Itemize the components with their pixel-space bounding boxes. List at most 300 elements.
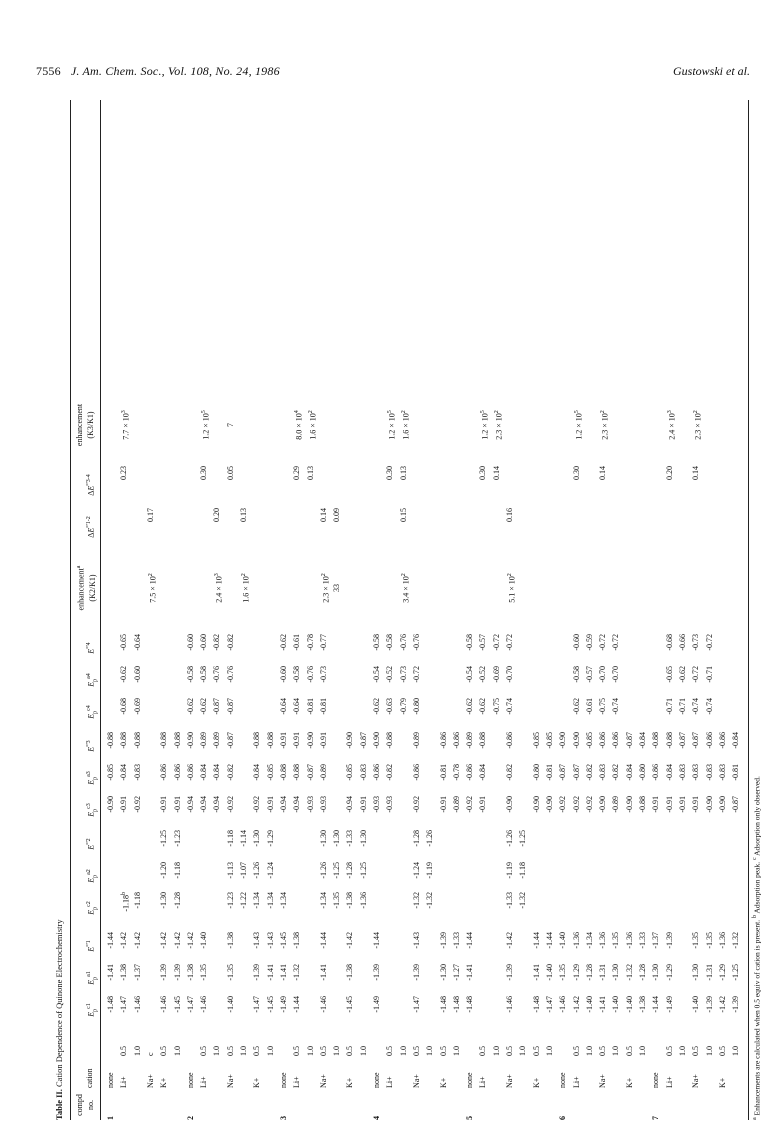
- table-cell: -0.71: [664, 698, 674, 715]
- table-cell: -1.42: [132, 932, 142, 949]
- table-cell: 0.5: [478, 1046, 488, 1056]
- table-cell: -0.54: [372, 666, 381, 683]
- table-cell: -1.44: [292, 996, 302, 1013]
- table-cell: -0.82: [584, 764, 594, 781]
- table-cell: -0.92: [584, 796, 594, 813]
- table-cell: -1.39: [731, 996, 741, 1013]
- table-cell: -1.40: [199, 932, 209, 949]
- column-header: enhancement (K3/K1): [75, 403, 95, 447]
- table-cell: -0.94: [185, 796, 195, 813]
- column-header: $E^{^\circ'3}$: [86, 740, 96, 752]
- table-cell: -1.42: [185, 932, 195, 949]
- table-cell: -1.35: [225, 964, 235, 981]
- table-cell: -1.47: [185, 996, 195, 1013]
- table-cell: -1.47: [252, 996, 262, 1013]
- table-cell: c: [145, 1052, 155, 1056]
- cation-cell: none: [372, 1072, 381, 1088]
- table-cell: -1.34: [252, 892, 262, 909]
- table-cell: -1.36: [358, 892, 368, 909]
- table-cell: 0.5: [225, 1046, 235, 1056]
- table-cell: -0.78: [305, 634, 315, 651]
- table-cell: 1.0: [398, 1046, 408, 1056]
- column-header: $E_p^{a1}$: [86, 971, 99, 985]
- table-cell: $7.5 \times 10^2$: [147, 573, 158, 603]
- table-cell: -1.40: [558, 932, 568, 949]
- table-cell: 0.5: [292, 1046, 302, 1056]
- table-cell: -1.26: [252, 862, 262, 879]
- table-cell: -0.88: [638, 796, 647, 813]
- table-cell: -1.39: [664, 932, 674, 949]
- table-cell: -1.35: [611, 932, 621, 949]
- table-cell: 1.0: [677, 1046, 687, 1056]
- table-cell: -0.91: [318, 732, 328, 749]
- column-header: $\Delta E^{^\circ'1-2}$: [86, 516, 96, 538]
- table-cell: -0.94: [199, 796, 209, 813]
- column-header: cation: [85, 1068, 94, 1088]
- table-cell: -0.81: [731, 764, 741, 781]
- table-cell: -1.44: [651, 996, 661, 1013]
- table-label: Table II.: [54, 1089, 64, 1120]
- table-cell: 0.15: [398, 508, 408, 522]
- table-cell: -0.65: [664, 666, 674, 683]
- table-cell: -0.86: [185, 764, 195, 781]
- table-cell: 0.5: [531, 1046, 541, 1056]
- table-cell: -1.25: [518, 830, 528, 847]
- cation-cell: K+: [252, 1077, 262, 1088]
- table-cell: -0.84: [199, 764, 209, 781]
- table-cell: 1.0: [704, 1046, 714, 1056]
- table-cell: -1.29: [265, 830, 275, 847]
- table-cell: -0.90: [598, 796, 608, 813]
- column-header: $E_p^{c2}$: [86, 901, 99, 915]
- cation-cell: Li+: [119, 1076, 129, 1088]
- table-cell: -0.60: [571, 634, 581, 651]
- compound-number: 2: [185, 1116, 195, 1120]
- table-cell: -1.30: [159, 892, 169, 909]
- compound-number: 7: [651, 1116, 661, 1120]
- table-cell: -0.88: [132, 732, 142, 749]
- table-cell: -1.30: [252, 830, 262, 847]
- table-cell: -1.33: [345, 830, 355, 847]
- table-cell: $2.3 \times 10^2$: [493, 410, 504, 440]
- table-cell: -1.39: [704, 996, 714, 1013]
- table-cell: -1.25: [159, 830, 169, 847]
- table-cell: 0.14: [318, 508, 328, 522]
- table-cell: 1.0: [358, 1046, 368, 1056]
- table-cell: -0.91: [664, 796, 674, 813]
- table-cell: -0.59: [584, 634, 594, 651]
- cation-cell: none: [651, 1072, 661, 1088]
- table-cell: -1.47: [411, 996, 421, 1013]
- table-cell: -0.84: [624, 764, 634, 781]
- table-cell: -1.40: [691, 996, 701, 1013]
- table-cell: -0.88: [172, 732, 182, 749]
- table-cell: -0.87: [225, 698, 235, 715]
- table-cell: -0.76: [305, 666, 315, 683]
- table-cell: -1.36: [598, 932, 608, 949]
- table-cell: -0.91: [651, 796, 661, 813]
- table-cell: -0.88: [119, 732, 129, 749]
- table-cell: -0.91: [438, 796, 448, 813]
- table-cell: -1.45: [265, 996, 275, 1013]
- table-cell: -0.91: [278, 732, 288, 749]
- bottom-rule: [748, 100, 749, 1120]
- running-header: [0, 64, 784, 84]
- table-cell: 0.20: [664, 466, 674, 480]
- table-cell: -1.31: [704, 964, 714, 981]
- table-cell: -0.90: [571, 732, 581, 749]
- table-cell: -1.37: [651, 932, 661, 949]
- table-cell: $1.2 \times 10^5$: [387, 410, 397, 440]
- table-cell: 0.5: [717, 1046, 727, 1056]
- table-cell: 0.05: [225, 466, 235, 480]
- table-cell: $1.6 \times 10^2$: [241, 573, 251, 603]
- table-cell: 0.14: [691, 466, 701, 480]
- table-cell: -0.90: [372, 732, 381, 749]
- table-cell: -1.26: [318, 862, 328, 879]
- cation-cell: Na+: [145, 1074, 155, 1088]
- table-cell: 1.0: [544, 1046, 554, 1056]
- table-cell: $2.4 \times 10^3$: [214, 573, 225, 603]
- table-cell: -1.30: [318, 830, 328, 847]
- table-cell: -1.49: [664, 996, 674, 1013]
- table-cell: -0.89: [411, 732, 421, 749]
- table-cell: -1.28: [172, 892, 182, 909]
- table-cell: -0.86: [717, 732, 727, 749]
- column-header: $E_p^{c1}$: [86, 1003, 99, 1017]
- table-cell: -0.90: [717, 796, 727, 813]
- table-cell: 1.0: [425, 1046, 435, 1056]
- compound-number: 6: [558, 1116, 568, 1120]
- table-cell: $1.6 \times 10^2$: [307, 410, 318, 440]
- table-cell: -0.75: [598, 698, 608, 715]
- table-cell: -1.42: [159, 932, 169, 949]
- table-cell: -1.42: [345, 932, 355, 949]
- journal-citation: [36, 64, 280, 79]
- table-cell: -0.86: [465, 764, 475, 781]
- table-cell: -0.90: [106, 796, 115, 813]
- table-cell: 33: [332, 584, 342, 592]
- table-cell: -1.18: [172, 862, 182, 879]
- table-cell: 0.16: [505, 508, 514, 522]
- table-cell: -0.83: [358, 764, 368, 781]
- table-cell: -1.38: [185, 964, 195, 981]
- table-cell: $2.3 \times 10^2$: [320, 573, 331, 603]
- compound-number: 4: [372, 1116, 381, 1120]
- table-cell: -0.91: [119, 796, 129, 813]
- table-cell: 0.17: [145, 508, 155, 522]
- table-cell: -0.73: [318, 666, 328, 683]
- table-cell: 1.0: [518, 1046, 528, 1056]
- table-cell: -0.58: [199, 666, 209, 683]
- table-cell: 1.0: [611, 1046, 621, 1056]
- table-cell: 0.23: [119, 466, 129, 480]
- table-cell: -0.87: [358, 732, 368, 749]
- table-cell: 0.30: [571, 466, 581, 480]
- table-cell: -0.86: [451, 732, 461, 749]
- table-caption: [54, 919, 64, 1120]
- table-cell: 0.30: [385, 466, 395, 480]
- table-cell: -0.72: [704, 634, 714, 651]
- table-cell: -1.38: [638, 996, 647, 1013]
- table-cell: -0.83: [677, 764, 687, 781]
- cation-cell: none: [558, 1072, 568, 1088]
- table-cell: -0.90: [531, 796, 541, 813]
- table-cell: -0.76: [398, 634, 408, 651]
- table-cell: -0.84: [119, 764, 129, 781]
- table-cell: -0.88: [651, 732, 661, 749]
- table-cell: -1.48: [465, 996, 475, 1013]
- table-cell: -1.25: [731, 964, 741, 981]
- table-cell: -0.80: [531, 764, 541, 781]
- table-cell: -0.87: [212, 698, 222, 715]
- table-cell: -1.39: [438, 932, 448, 949]
- rotated-table: [48, 100, 760, 1120]
- table-cell: -0.72: [691, 666, 701, 683]
- table-cell: -0.82: [505, 764, 514, 781]
- table-cell: -0.87: [225, 732, 235, 749]
- table-cell: -0.57: [478, 634, 488, 651]
- table-cell: -0.81: [305, 698, 315, 715]
- column-header: $E_p^{c3}$: [86, 803, 99, 817]
- table-cell: 1.0: [305, 1046, 315, 1056]
- table-cell: -1.41: [318, 964, 328, 981]
- table-cell: -0.81: [318, 698, 328, 715]
- table-cell: -0.71: [704, 666, 714, 683]
- table-cell: -0.62: [119, 666, 129, 683]
- table-cell: -1.48: [438, 996, 448, 1013]
- table-cell: -0.54: [465, 666, 475, 683]
- table-cell: -0.92: [252, 796, 262, 813]
- table-cell: 0.5: [411, 1046, 421, 1056]
- table-cell: -0.74: [691, 698, 701, 715]
- table-cell: -0.64: [278, 698, 288, 715]
- table-cell: -0.68: [119, 698, 129, 715]
- table-cell: -1.32: [425, 892, 435, 909]
- table-cell: 1.0: [491, 1046, 501, 1056]
- table-cell: -0.91: [677, 796, 687, 813]
- table-cell: -0.87: [571, 764, 581, 781]
- table-cell: -1.18: [225, 830, 235, 847]
- table-cell: 0.13: [398, 466, 408, 480]
- table-cell: 0.09: [332, 508, 342, 522]
- table-cell: -0.83: [132, 764, 142, 781]
- table-cell: -0.57: [584, 666, 594, 683]
- table-cell: -1.44: [465, 932, 475, 949]
- table-cell: -1.44: [318, 932, 328, 949]
- table-cell: -1.28: [584, 964, 594, 981]
- table-cell: -0.91: [159, 796, 169, 813]
- table-cell: -1.25: [332, 862, 342, 879]
- table-cell: -0.90: [704, 796, 714, 813]
- cation-cell: Na+: [225, 1074, 235, 1088]
- table-cell: -1.14: [239, 830, 248, 847]
- table-cell: -0.72: [505, 634, 514, 651]
- table-cell: -0.62: [199, 698, 209, 715]
- table-cell: 1.0: [731, 1046, 741, 1056]
- table-cell: -1.25: [358, 862, 368, 879]
- compound-number: 5: [465, 1116, 475, 1120]
- table-cell: 0.5: [505, 1046, 514, 1056]
- table-cell: -1.32: [518, 892, 528, 909]
- table-cell: -0.78: [451, 764, 461, 781]
- table-cell: 0.5: [438, 1046, 448, 1056]
- table-cell: -0.62: [677, 666, 687, 683]
- table-cell: -1.42: [119, 932, 129, 949]
- cation-cell: K+: [159, 1077, 169, 1088]
- table-cell: -1.47: [119, 996, 129, 1013]
- table-cell: -1.44: [544, 932, 554, 949]
- table-cell: -1.42: [571, 996, 581, 1013]
- table-cell: -0.76: [225, 666, 235, 683]
- cation-cell: Li+: [292, 1076, 302, 1088]
- table-cell: -0.93: [318, 796, 328, 813]
- table-cell: -1.39: [411, 964, 421, 981]
- table-cell: -0.90: [505, 796, 514, 813]
- table-cell: -1.49: [278, 996, 288, 1013]
- table-cell: -0.87: [624, 732, 634, 749]
- table-cell: -0.74: [505, 698, 514, 715]
- cation-cell: none: [465, 1072, 475, 1088]
- table-cell: -1.31: [598, 964, 608, 981]
- table-cell: -0.94: [292, 796, 302, 813]
- cation-cell: K+: [624, 1077, 634, 1088]
- column-header: $E^{^\circ'2}$: [86, 838, 96, 850]
- table-cell: -1.35: [704, 932, 714, 949]
- table-cell: 0.5: [598, 1046, 608, 1056]
- table-cell: -0.93: [385, 796, 395, 813]
- table-cell: -1.43: [252, 932, 262, 949]
- table-cell: -1.42: [172, 932, 182, 949]
- table-cell: -1.45: [278, 932, 288, 949]
- table-cell: $7.7 \times 10^3$: [121, 410, 131, 440]
- table-cell: -1.32: [411, 892, 421, 909]
- table-cell: 0.5: [664, 1046, 674, 1056]
- table-cell: 0.14: [491, 466, 501, 480]
- top-rule: [70, 100, 71, 1120]
- table-cell: -0.83: [717, 764, 727, 781]
- table-cell: 1.0: [239, 1046, 248, 1056]
- table-cell: -0.85: [544, 732, 554, 749]
- table-cell: -1.41: [598, 996, 608, 1013]
- table-cell: -0.82: [611, 764, 621, 781]
- table-cell: -0.86: [159, 764, 169, 781]
- cation-cell: none: [185, 1072, 195, 1088]
- table-cell: -0.77: [318, 634, 328, 651]
- table-cell: $1.2 \times 10^5$: [480, 410, 491, 440]
- table-cell: -1.44: [531, 932, 541, 949]
- table-cell: -1.35: [332, 892, 342, 909]
- column-header: $E^{^\circ'1}$: [86, 940, 96, 952]
- table-cell: 0.13: [239, 508, 248, 522]
- table-cell: -1.39: [159, 964, 169, 981]
- table-cell: -0.58: [372, 634, 381, 651]
- table-cell: -0.64: [132, 634, 142, 651]
- table-cell: -0.60: [199, 634, 209, 651]
- table-cell: -1.35: [199, 964, 209, 981]
- table-cell: -0.80: [411, 698, 421, 715]
- table-cell: -0.82: [225, 764, 235, 781]
- table-cell: -0.92: [225, 796, 235, 813]
- table-cell: -1.23: [225, 892, 235, 909]
- table-cell: -0.60: [278, 666, 288, 683]
- table-cell: -1.48: [531, 996, 541, 1013]
- table-cell: 0.5: [345, 1046, 355, 1056]
- cation-cell: Na+: [505, 1074, 514, 1088]
- table-cell: -1.38: [225, 932, 235, 949]
- table-cell: -0.62: [571, 698, 581, 715]
- table-cell: -0.84: [212, 764, 222, 781]
- table-cell: -0.66: [677, 634, 687, 651]
- table-cell: -1.28: [345, 862, 355, 879]
- table-cell: -0.88: [265, 732, 275, 749]
- table-cell: -0.69: [132, 698, 142, 715]
- table-cell: -0.79: [398, 698, 408, 715]
- table-cell: 1.0: [638, 1046, 647, 1056]
- table-cell: -0.90: [345, 732, 355, 749]
- table-cell: -1.41: [278, 964, 288, 981]
- column-header: compd no.: [75, 1094, 95, 1116]
- table-cell: -1.40: [624, 996, 634, 1013]
- table-cell: -0.82: [225, 634, 235, 651]
- table-cell: -0.73: [398, 666, 408, 683]
- table-cell: -0.85: [345, 764, 355, 781]
- column-header: enhancement$^a$ (K2/K1): [76, 565, 97, 611]
- column-header: $E_p^{a4}$: [86, 673, 99, 687]
- table-cell: -0.88: [292, 764, 302, 781]
- table-cell: -0.52: [478, 666, 488, 683]
- table-cell: -0.70: [611, 666, 621, 683]
- table-cell: -1.19: [505, 862, 514, 879]
- table-cell: -0.88: [278, 764, 288, 781]
- table-cell: -1.41: [106, 964, 115, 981]
- table-cell: 0.29: [292, 466, 302, 480]
- table-cell: -0.88: [478, 732, 488, 749]
- table-cell: -0.93: [372, 796, 381, 813]
- table-cell: -1.46: [318, 996, 328, 1013]
- table-cell: -0.60: [185, 634, 195, 651]
- table-cell: -0.58: [571, 666, 581, 683]
- table-cell: -0.88: [664, 732, 674, 749]
- table-cell: -0.87: [305, 764, 315, 781]
- table-cell: $1.2 \times 10^5$: [201, 410, 211, 440]
- table-cell: -1.32: [731, 932, 741, 949]
- table-cell: -1.45: [172, 996, 182, 1013]
- table-cell: -1.34: [265, 892, 275, 909]
- table-cell: -1.18: [518, 862, 528, 879]
- table-cell: -1.19: [425, 862, 435, 879]
- table-cell: 0.5: [159, 1046, 169, 1056]
- table-cell: -0.62: [278, 634, 288, 651]
- column-header: $E_p^{c4}$: [86, 705, 99, 719]
- table-footnote: $^a$ Enhancements are calculated when 0.5 equiv of cation is present. $^b$ Adsorption peak. $^c$ Adsorption only observed.: [752, 776, 762, 1120]
- table-cell: $2.3 \times 10^2$: [600, 410, 610, 440]
- table-cell: -1.37: [132, 964, 142, 981]
- table-cell: -0.87: [691, 732, 701, 749]
- table-cell: -0.58: [185, 666, 195, 683]
- table-cell: -1.26: [505, 830, 514, 847]
- cation-cell: Na+: [598, 1074, 608, 1088]
- table-cell: -0.86: [704, 732, 714, 749]
- table-cell: -0.85: [531, 732, 541, 749]
- table-cell: -1.44: [372, 932, 381, 949]
- table-cell: 1.0: [451, 1046, 461, 1056]
- table-cell: -0.88: [385, 732, 395, 749]
- table-cell: 0.5: [199, 1046, 209, 1056]
- table-cell: -0.89: [451, 796, 461, 813]
- table-cell: -0.84: [731, 732, 741, 749]
- table-cell: 1.0: [132, 1046, 142, 1056]
